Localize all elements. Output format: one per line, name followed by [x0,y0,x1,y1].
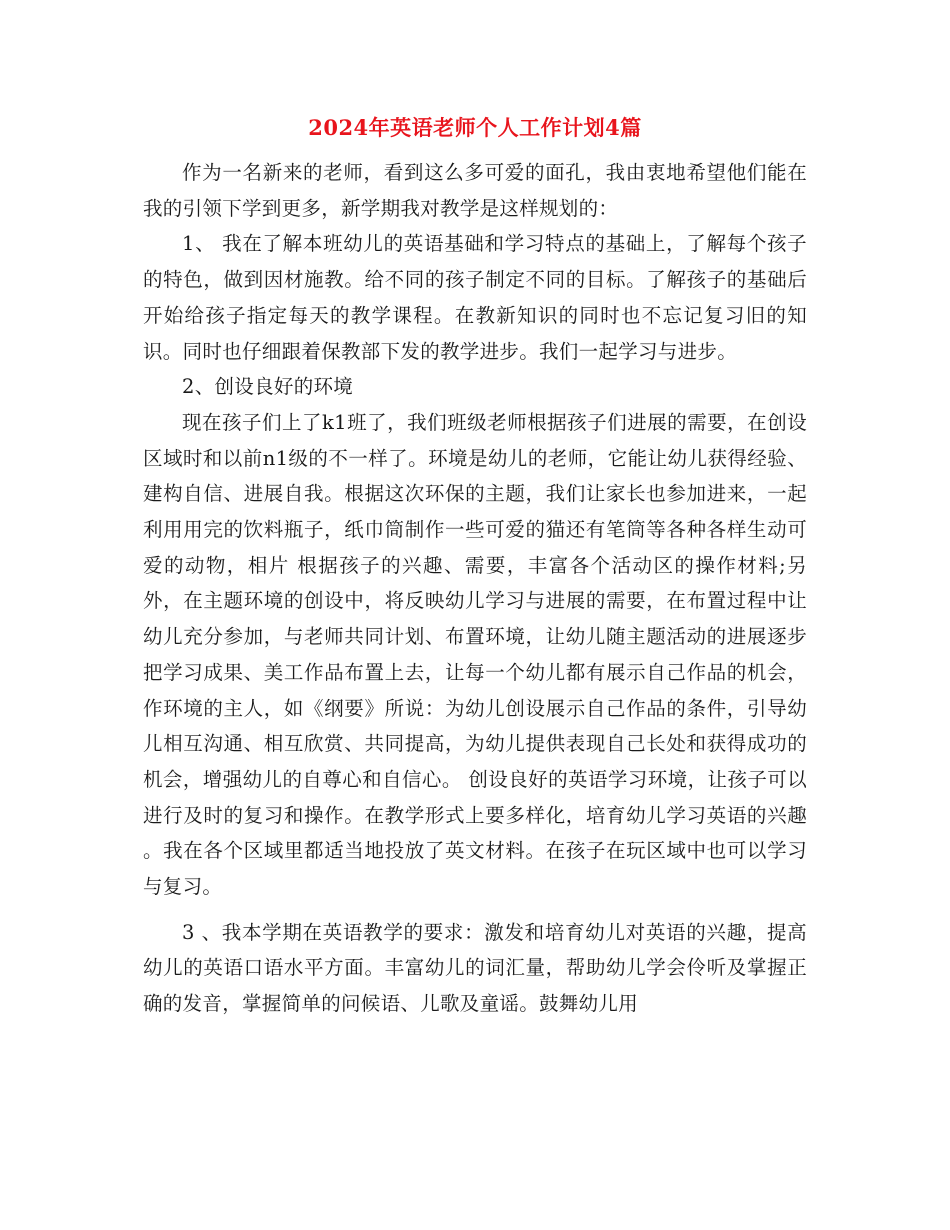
paragraph-item-3: 3 、我本学期在英语教学的要求：激发和培育幼儿对英语的兴趣，提高幼儿的英语口语水平方面。丰富幼儿的词汇量，帮助幼儿学会伶听及掌握正确的发音，掌握简单的问候语、儿歌及童谣。鼓舞幼儿用 [143,920,807,1016]
document-body [143,155,807,1022]
document-title: 2024年英语老师个人工作计划4篇 [308,115,642,140]
paragraph-item-1: 1、 我在了解本班幼儿的英语基础和学习特点的基础上，了解每个孩子的特色，做到因材施教。给不同的孩子制定不同的目标。了解孩子的基础后开始给孩子指定每天的教学课程。在教新知识的同时也不忘记复习旧的知识。同时也仔细跟着保教部下发的教学进步。我们一起学习与进步。 [143,232,807,363]
paragraph-intro: 作为一名新来的老师，看到这么多可爱的面孔，我由衷地希望他们能在我的引领下学到更多，新学期我对教学是这样规划的： [143,161,807,220]
paragraph-item-2-heading: 2、创设良好的环境 [182,375,354,399]
paragraph-environment: 现在孩子们上了k1班了，我们班级老师根据孩子们进展的需要，在创设区域时和以前n1级的不一样了。环境是幼儿的老师，它能让幼儿获得经验、建构自信、进展自我。根据这次环保的主题，我们让家长也参加进来，一起利用用完的饮料瓶子，纸巾筒制作一些可爱的猫还有笔筒等各种各样生动可爱的动物，相片 根据孩子的兴趣、需要，丰富各个活动区的操作材料;另外，在主题环境的创设中，将反映幼儿学习与进展的需要，在布置过程中让幼儿充分参加，与老师共同计划、布置环境，让幼儿随主题活动的进展逐步把学习成果、美工作品布置上去，让每一个幼儿都有展示自己作品的机会，作环境的主人，如《纲要》所说：为幼儿创设展示自己作品的条件，引导幼儿相互沟通、相互欣赏、共同提高，为幼儿提供表现自己长处和获得成功的机会，增强幼儿的自尊心和自信心。 创设良好的英语学习环境，让孩子可以进行及时的复习和操作。在教学形式上要多样化，培育幼儿学习英语的兴趣 。我在各个区域里都适当地投放了英文材料。在孩子在玩区域中也可以学习与复习。 [143,410,807,899]
